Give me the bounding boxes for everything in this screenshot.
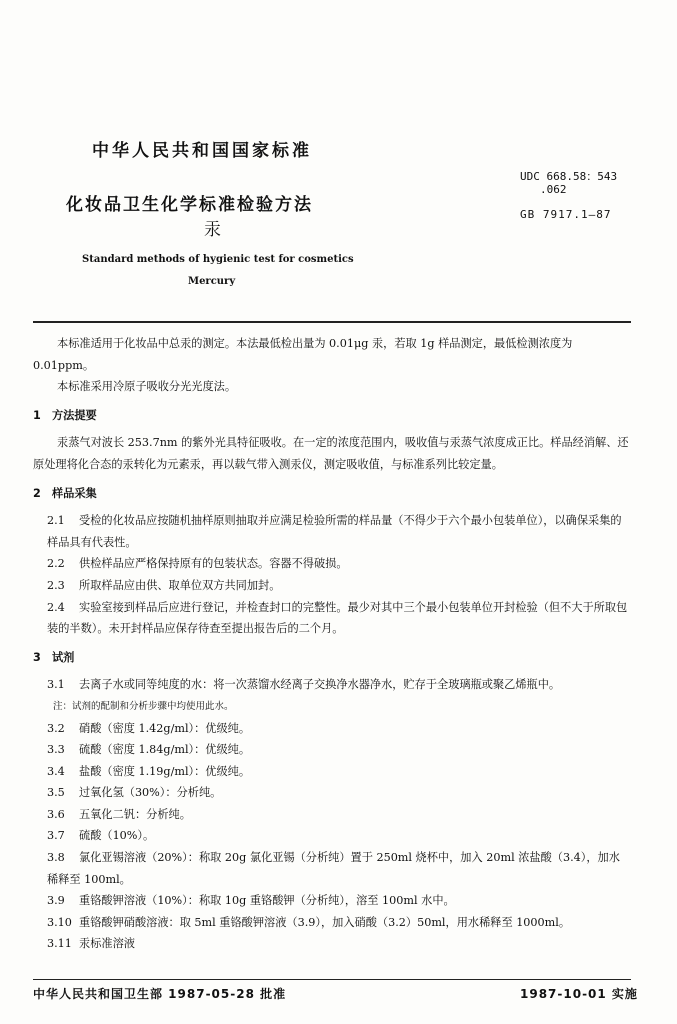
clause-number: 2.2: [47, 557, 65, 571]
clause-number: 3.10: [47, 915, 72, 929]
section-paragraph: 汞蒸气对波长 253.7nm 的紫外光具特征吸收。在一定的浓度范围内，吸收值与汞蒸气浓度成正比。样品经消解、还原处理将化合态的汞转化为元素汞，再以载气带入测汞仪，测定吸收值，与标准系列比较定量。: [33, 436, 629, 471]
document-body: [33, 333, 631, 977]
section-heading: 1 方法提要: [33, 408, 97, 422]
clause-number: 2.3: [47, 578, 65, 592]
header-rule: [33, 321, 631, 323]
clause-text: 氯化亚锡溶液（20%）：称取 20g 氯化亚锡（分析纯）置于 250ml 烧杯中，加入 20ml 浓盐酸（3.4），加水稀释至 100ml。: [47, 851, 620, 886]
clause-item: [33, 510, 631, 553]
clause-text: 硝酸（密度 1.42g/ml）：优级纯。: [79, 721, 251, 735]
clause-text: 盐酸（密度 1.19g/ml）：优级纯。: [79, 764, 251, 778]
clause-item: [33, 674, 631, 696]
clause-number: 2.4: [47, 600, 65, 614]
clause-item: [33, 718, 631, 740]
clause-number: 2.1: [47, 514, 65, 528]
clause-text: 受检的化妆品应按随机抽样原则抽取并应满足检验所需的样品量（不得少于六个最小包装单位），以确保采集的样品具有代表性。: [47, 514, 622, 549]
clause-text: 供检样品应严格保持原有的包装状态。容器不得破损。: [79, 557, 348, 571]
clause-text: 过氧化氢（30%）：分析纯。: [79, 786, 222, 800]
approval-line: 中华人民共和国卫生部 1987-05-28 批准: [33, 987, 287, 1001]
english-title: Standard methods of hygienic test for cosmetics: [82, 254, 354, 265]
clause-item: [33, 804, 631, 826]
clause-item: [33, 847, 631, 890]
clause-number: 3.5: [47, 786, 65, 800]
section-heading: 2 样品采集: [33, 486, 97, 500]
clause-text: 汞标准溶液: [79, 937, 135, 951]
clause-number: 3.11: [47, 937, 72, 951]
udc-code-cont: .062: [540, 183, 567, 196]
clause-item: [33, 739, 631, 761]
clause-item: [33, 825, 631, 847]
clause-text: 去离子水或同等纯度的水：将一次蒸馏水经离子交换净水器净水，贮存于全玻璃瓶或聚乙烯瓶中。: [79, 678, 561, 692]
clause-item: [33, 575, 631, 597]
clause-item: [33, 955, 631, 977]
effective-date: 1987-10-01 实施: [520, 987, 638, 1001]
clause-text: 硫酸（10%）。: [79, 829, 155, 843]
udc-code: UDC 668.58：543: [520, 170, 618, 183]
section-heading: 3 试剂: [33, 650, 75, 664]
document-title: 化妆品卫生化学标准检验方法: [66, 195, 313, 215]
intro-paragraph: 本标准采用冷原子吸收分光光度法。: [57, 380, 237, 394]
clause-number: 3.2: [47, 721, 65, 735]
clause-number: 3.6: [47, 807, 65, 821]
clause-item: [33, 597, 631, 640]
standard-number: GB 7917.1—87: [520, 208, 612, 221]
clause-number: 3.4: [47, 764, 65, 778]
footer-rule: [33, 979, 631, 980]
clause-item: [33, 761, 631, 783]
clause-text: 重铬酸钾硝酸溶液：取 5ml 重铬酸钾溶液（3.9），加入硝酸（3.2）50ml，用水稀释至 1000ml。: [79, 915, 571, 929]
clause-text: 硫酸（密度 1.84g/ml）：优级纯。: [79, 743, 251, 757]
clause-item: [33, 890, 631, 912]
clause-number: 3.7: [47, 829, 65, 843]
clause-text: 实验室接到样品后应进行登记，并检查封口的完整性。最少对其中三个最小包装单位开封检验（但不大于所取包装的半数）。未开封样品应保存待查至提出报告后的二个月。: [47, 600, 628, 636]
clause-text: 所取样品应由供、取单位双方共同加封。: [79, 578, 281, 592]
clause-item: [33, 553, 631, 575]
clause-item: [33, 933, 631, 955]
clause-item: [33, 912, 631, 934]
clause-note: 注：试剂的配制和分析步骤中均使用此水。: [53, 700, 234, 712]
clause-item: [33, 782, 631, 804]
clause-number: 3.1: [47, 678, 65, 692]
english-subtitle: Mercury: [188, 276, 236, 287]
clause-number: 3.3: [47, 743, 65, 757]
clause-text: 重铬酸钾溶液（10%）：称取 10g 重铬酸钾（分析纯），溶至 100ml 水中。: [79, 894, 455, 908]
clause-number: 3.9: [47, 894, 65, 908]
intro-paragraph: 本标准适用于化妆品中总汞的测定。本法最低检出量为 0.01μg 汞，若取 1g 样品测定，最低检测浓度为 0.01ppm。: [33, 337, 573, 372]
clause-number: 3.8: [47, 851, 65, 865]
clause-text: 五氧化二钒：分析纯。: [79, 807, 191, 821]
issuing-authority: 中华人民共和国国家标准: [92, 141, 312, 161]
document-subtitle: 汞: [204, 220, 221, 240]
